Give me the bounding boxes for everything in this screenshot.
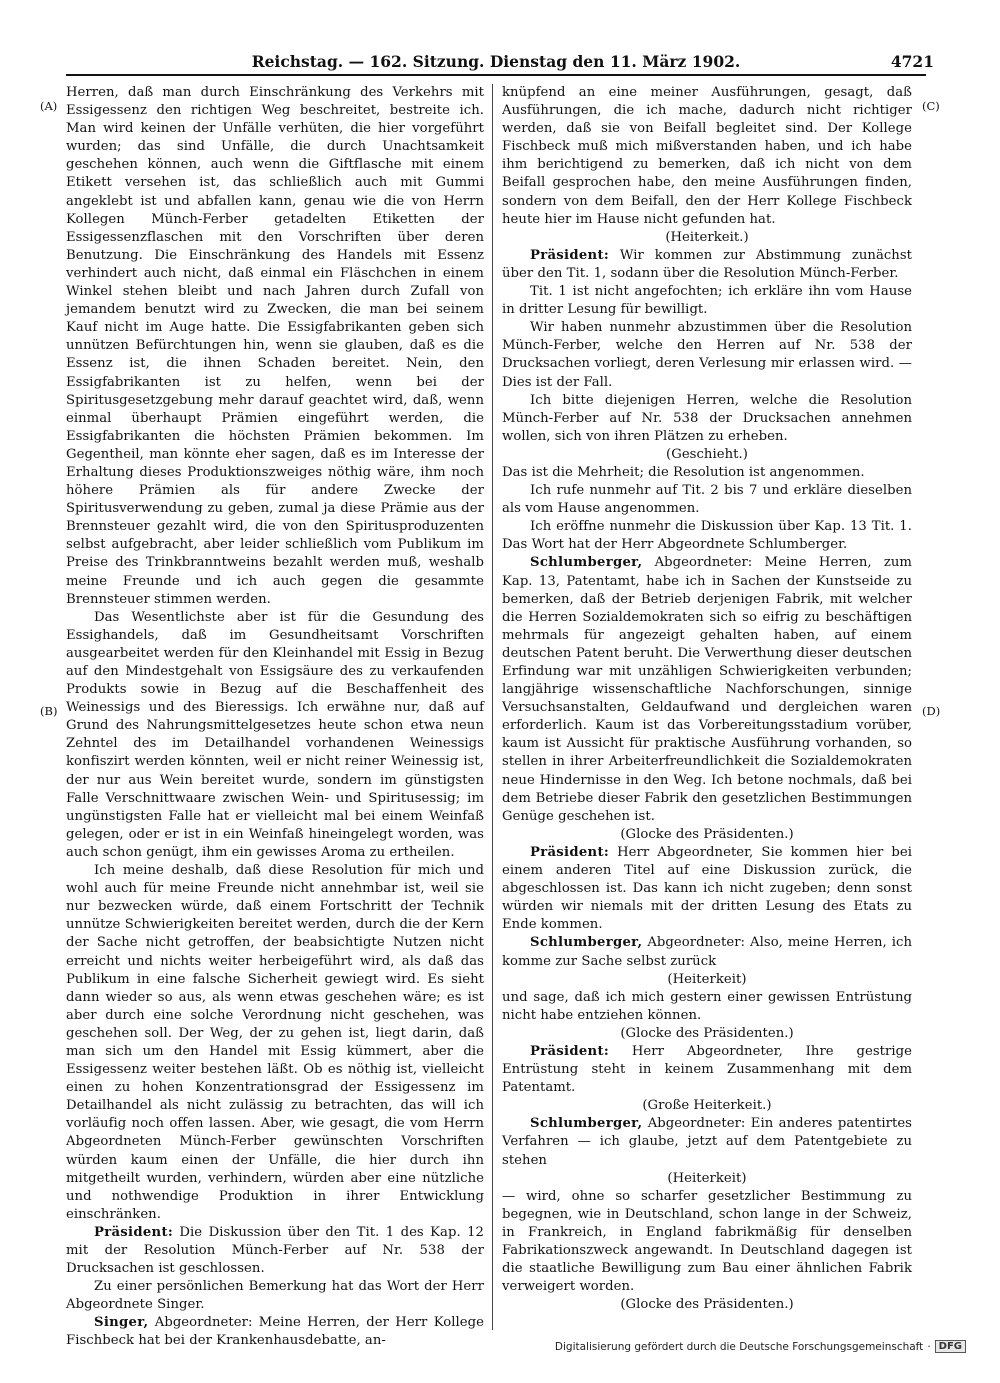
speaker-paragraph bbox=[66, 1314, 484, 1350]
speaker-paragraph bbox=[502, 247, 912, 283]
stage-direction: (Heiterkeit) bbox=[667, 1170, 747, 1186]
speech-text: Herr Abgeordneter, Sie kommen hier bei einem anderen Titel auf eine Diskussion zurück, die abgeschlossen ist. Das kann ich nicht zugeben; denn sonst würden wir niemals mit der dritten Lesung des Etats zu Ende kommen. bbox=[502, 844, 912, 933]
speaker-paragraph bbox=[502, 1043, 912, 1097]
speaker-name: Schlumberger, bbox=[530, 1116, 643, 1132]
dfg-logo: DFG bbox=[935, 1340, 966, 1353]
body-paragraph: Das Wesentlichste aber ist für die Gesundung des Essighandels, daß im Gesundheitsamt Vorschriften ausgearbeitet werden für den Kleinhandel mit Essig in Bezug auf den Mindestgehalt von Essigsäure des zu verkaufenden Produkts sowie in Bezug auf die Beschaffenheit des Weinessigs und des Bieressigs. Ich erwähne nur, daß auf Grund des Nahrungsmittelgesetzes heute schon etwa neun Zehntel des im Detailhandel vorhandenen Weinessigs konfiszirt werden könnten, weil er nicht reiner Weinessig ist, der nur aus Wein bereitet wurde, sondern im günstigsten Falle Verschnittwaare zwischen Wein- und Spiritusessig; im ungünstigsten Falle hat er vielleicht mal bei einem Weinfaß gelegen, oder er ist in ein Weinfaß hineingelegt worden, was auch schon genügt, ihm ein gewisses Aroma zu ertheilen. bbox=[66, 609, 484, 860]
stage-direction: (Glocke des Präsidenten.) bbox=[620, 1297, 794, 1313]
speaker-name: Schlumberger, bbox=[530, 555, 643, 571]
speaker-name: Präsident: bbox=[530, 1043, 610, 1059]
speech-text: Herr Abgeordneter, Ihre gestrige Entrüstung steht in keinem Zusammenhang mit dem Patentamt. bbox=[502, 1043, 912, 1096]
body-paragraph: Ich bitte diejenigen Herren, welche die Resolution Münch-Ferber auf Nr. 538 der Drucksachen annehmen wollen, sich von ihren Plätzen zu erheben. bbox=[502, 392, 912, 444]
margin-marker-a: (A) bbox=[40, 99, 58, 113]
speech-text: Abgeordneter: Meine Herren, zum Kap. 13, Patentamt, habe ich in Sachen der Kunstseide zu bemerken, daß der Betrieb derjenigen Fabrik, mit welcher die Herren Sozialdemokraten sich so eifrig zu beschäftigen mehrmals für angezeigt gehalten haben, auf einem deutschen Patent beruht. Die Verwerthung dieser deutschen Erfindung war mit unzähligen Schwierigkeiten verbunden; langjährige wissenschaftliche Nachforschungen, sinnige Versuchsanstalten, Geldaufwand und dergleichen waren erforderlich. Kaum ist das Vorbereitungsstadium vorüber, kaum ist Aussicht für praktische Ausführung vorhanden, so stellen in ihrer Arbeiterfreundlichkeit die Sozialdemokraten neue Hindernisse in den Weg. Ich betone nochmals, daß bei dem Betriebe dieser Fabrik den gesetzlichen Bestimmungen Genüge geschehen ist. bbox=[502, 555, 912, 824]
body-paragraph: Ich rufe nunmehr auf Tit. 2 bis 7 und erkläre dieselben als vom Hause angenommen. bbox=[502, 483, 912, 517]
margin-marker-b: (B) bbox=[40, 704, 58, 718]
speech-text: Abgeordneter: Ein anderes patentirtes Verfahren — ich glaube, jetzt auf dem Patentgebiete zu stehen bbox=[502, 1116, 912, 1168]
body-paragraph: Ich meine deshalb, daß diese Resolution für mich und wohl auch für meine Freunde nicht annehmbar ist, weil sie nur bezwecken würde, daß einem Fortschritt der Technik unnütze Schwierigkeiten bereitet werden, durch die der Kern der Sache nicht getroffen, der beabsichtigte Nutzen nicht erreicht und nichts weiter herbeigeführt wird, als daß das Publikum in eine falsche Sicherheit gewiegt wird. Es sieht dann wieder so aus, als wenn etwas geschehen wäre; es ist aber durch eine solche Verordnung nicht geschehen, was geschehen soll. Der Weg, der zu gehen ist, liegt darin, daß man sich um den Handel mit Essig kümmert, aber die Essigessenz weiter bestehen läßt. Ob es nöthig ist, vielleicht einen zu hohen Konzentrationsgrad der Essigessenz im Detailhandel als nicht zulässig zu betrachten, das will ich vorläufig noch offen lassen. Aber, wie gesagt, die vom Herrn Abgeordneten Münch-Ferber gewünschten Vorschriften würden kaum einen der Unfälle, die hier durch ihn mitgetheilt wurden, verhindern, würden aber eine nützliche und nothwendige Produktion in ihrer Entwicklung einschränken. bbox=[66, 863, 484, 1222]
speaker-name: Präsident: bbox=[94, 1224, 174, 1240]
speaker-name: Schlumberger, bbox=[530, 935, 643, 951]
body-paragraph: Wir haben nunmehr abzustimmen über die Resolution Münch-Ferber, welche den Herren auf Nr. 538 der Drucksachen vorliegt, deren Verlesung mir erlassen wird. — Dies ist der Fall. bbox=[502, 320, 912, 390]
column-divider bbox=[492, 84, 493, 1330]
speaker-paragraph bbox=[502, 1115, 912, 1169]
body-paragraph: — wird, ohne so scharfer gesetzlicher Bestimmung zu begegnen, wie in Deutschland, schon lange in der Schweiz, in Frankreich, in England fabrikmäßig für denselben Fabrikationszweck angewandt. In Deutschland dagegen ist die staatliche Bewilligung zum Bau einer ähnlichen Fabrik verweigert worden. bbox=[502, 1188, 912, 1295]
speaker-paragraph bbox=[502, 554, 912, 825]
page-header bbox=[66, 52, 934, 76]
body-paragraph: Herren, daß man durch Einschränkung des Verkehrs mit Essigessenz den richtigen Weg beschreitet, bestreite ich. Man wird keinen der Unfälle verhüten, die hier vorgeführt wurden; das sind Unfälle, die durch Unachtsamkeit geschehen können, auch wenn die Giftflasche mit einem Etikett versehen ist, das schließlich auch mit Gummi angeklebt ist und abfallen kann, genau wie die von Herrn Kollegen Münch-Ferber getadelten Etiketten der Essigessenzflaschen mit den Vorschriften über deren Benutzung. Die Einschränkung des Handels mit Essenz verhindert auch nicht, daß einmal ein Fläschchen in einem Winkel stehen bleibt und nach Jahren durch Zufall von jemandem benutzt wird zu Zwecken, die man bei seinem Kauf nicht im Auge hatte. Die Essigfabrikanten geben sich unnützen Befürchtungen hin, wenn sie glauben, daß es die Essenz ist, die ihnen Schaden bereitet. Nein, den Essigfabrikanten ist zu helfen, wenn bei der Spiritusgesetzgebung mehr darauf geachtet wird, daß, wenn einmal überhaupt Prämien eingeführt werden, die Essigfabrikanten die höchsten Prämien bekommen. Im Gegentheil, man könnte eher sagen, daß es im Interesse der Erhaltung dieses Produktionszweiges nöthig wäre, ihm noch höhere Prämien als für andere Zwecke der Spiritusverwendung zu geben, zumal ja diese Prämie aus der Brennsteuer gezahlt wird, die von den Spiritusproduzenten selbst aufgebracht, aber leider schließlich vom Publikum im Preise des Trinkbranntweins bezahlt werden muß, weshalb meine Freunde und ich auch gegen die gesammte Brennsteuer stimmen werden. bbox=[66, 85, 484, 607]
footer-credit: Digitalisierung gefördert durch die Deutsche Forschungsgemeinschaft bbox=[554, 1340, 924, 1353]
speaker-paragraph bbox=[66, 1224, 484, 1278]
page-footer: Digitalisierung gefördert durch die Deutsche Forschungsgemeinschaft · DFG bbox=[555, 1340, 966, 1353]
stage-direction: (Glocke des Präsidenten.) bbox=[620, 1025, 794, 1041]
right-column bbox=[502, 84, 912, 1314]
speech-text: Abgeordneter: Also, meine Herren, ich komme zur Sache selbst zurück bbox=[502, 935, 912, 969]
speaker-name: Präsident: bbox=[530, 844, 610, 860]
body-paragraph: Zu einer persönlichen Bemerkung hat das Wort der Herr Abgeordnete Singer. bbox=[66, 1279, 484, 1313]
margin-marker-d: (D) bbox=[922, 704, 941, 718]
speech-text: Die Diskussion über den Tit. 1 des Kap. 12 mit der Resolution Münch-Ferber auf Nr. 538 der Drucksachen ist geschlossen. bbox=[66, 1224, 484, 1277]
stage-direction: (Geschieht.) bbox=[666, 446, 748, 462]
header-title: Reichstag. — 162. Sitzung. Dienstag den 11. März 1902. bbox=[251, 52, 741, 71]
stage-direction: (Große Heiterkeit.) bbox=[642, 1098, 772, 1114]
speaker-paragraph bbox=[502, 844, 912, 934]
stage-direction: (Heiterkeit) bbox=[667, 971, 747, 987]
page-number: 4721 bbox=[890, 52, 934, 71]
body-paragraph: Das ist die Mehrheit; die Resolution ist angenommen. bbox=[502, 464, 865, 480]
stage-direction: (Heiterkeit.) bbox=[665, 229, 749, 245]
margin-marker-c: (C) bbox=[922, 99, 940, 113]
body-paragraph: Ich eröffne nunmehr die Diskussion über Kap. 13 Tit. 1. Das Wort hat der Herr Abgeordnete Schlumberger. bbox=[502, 519, 912, 553]
body-paragraph: knüpfend an eine meiner Ausführungen, gesagt, daß Ausführungen, die ich mache, dadurch nicht richtiger werden, daß sie von Beifall begleitet sind. Der Kollege Fischbeck muß mich mißverstanden haben, und ich habe ihm berichtigend zu bemerken, daß ich nicht von dem Beifall gesprochen habe, den meine Ausführungen finden, sondern von dem Beifall, den der Herr Kollege Fischbeck heute hier im Hause nicht gefunden hat. bbox=[502, 85, 912, 227]
body-paragraph: Tit. 1 ist nicht angefochten; ich erkläre ihn vom Hause in dritter Lesung für bewilligt. bbox=[502, 284, 912, 318]
stage-direction: (Glocke des Präsidenten.) bbox=[620, 826, 794, 842]
speech-text: Wir kommen zur Abstimmung zunächst über den Tit. 1, sodann über die Resolution Münch-Ferber. bbox=[502, 247, 912, 281]
speaker-name: Singer, bbox=[94, 1315, 149, 1331]
speech-text: Abgeordneter: Meine Herren, der Herr Kollege Fischbeck hat bei der Krankenhausdebatte, an- bbox=[66, 1315, 484, 1349]
left-column bbox=[66, 84, 484, 1351]
speaker-paragraph bbox=[502, 934, 912, 970]
body-paragraph: und sage, daß ich mich gestern einer gewissen Entrüstung nicht habe entziehen können. bbox=[502, 989, 912, 1023]
speaker-name: Präsident: bbox=[530, 247, 610, 263]
